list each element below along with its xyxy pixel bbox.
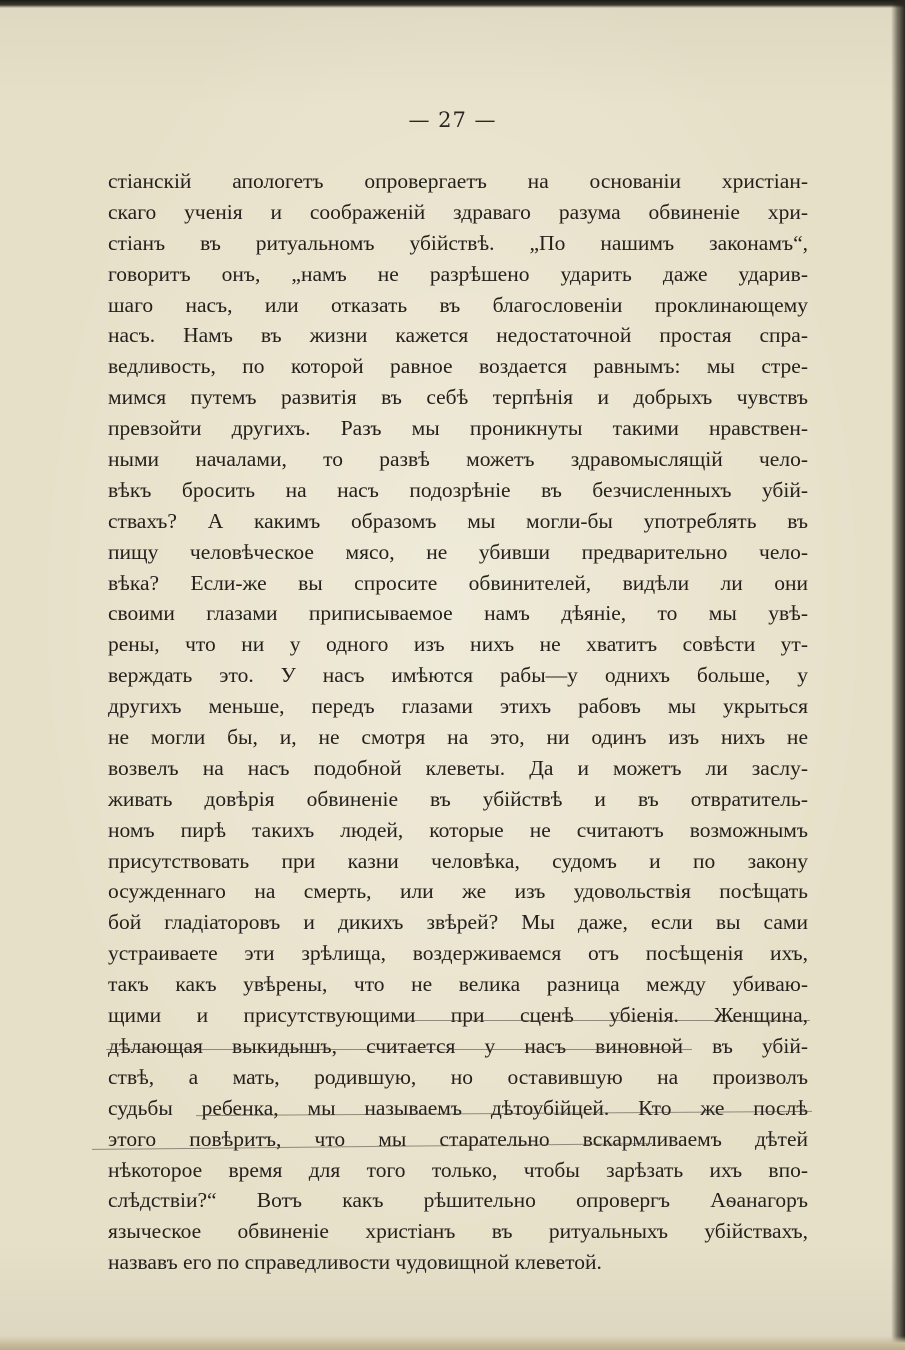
text-line: ведливость, по которой равное воздается равнымъ: мы стре- <box>108 354 808 379</box>
text-line: этого повѣритъ, что мы старательно вскармливаемъ дѣтей <box>108 1126 808 1151</box>
text-line: превзойти другихъ. Разъ мы проникнуты такими нравствен- <box>108 416 808 441</box>
text-line: ствахъ? А какимъ образомъ мы могли-бы употреблять въ <box>108 508 808 533</box>
text-line: рены, что ни у одного изъ нихъ не хватитъ совѣсти ут- <box>108 632 808 657</box>
text-line: ными началами, то развѣ можетъ здравомыслящій чело- <box>108 447 808 472</box>
text-line: языческое обвиненіе христіанъ въ ритуальныхъ убійствахъ, <box>108 1219 808 1244</box>
page-number: — 27 — <box>408 108 497 132</box>
page-top-edge-shadow <box>0 0 905 8</box>
text-line: скаго ученія и соображеній здраваго разума обвиненіе хри- <box>108 199 808 224</box>
text-line: бой гладіаторовъ и дикихъ звѣрей? Мы даже, если вы сами <box>108 910 808 935</box>
page-bottom-edge <box>0 1336 905 1350</box>
text-line: другихъ меньше, передъ глазами этихъ рабовъ мы укрыться <box>108 694 808 719</box>
text-line: присутствовать при казни человѣка, судомъ и по закону <box>108 848 808 873</box>
text-line: щими и присутствующими при сценѣ убіенія. Женщина, <box>108 1003 808 1028</box>
text-line: живать довѣрія обвиненіе въ убійствѣ и въ отвратитель- <box>108 786 808 811</box>
text-line: не могли бы, и, не смотря на это, ни одинъ изъ нихъ не <box>108 725 808 750</box>
text-line: говоритъ онъ, „намъ не разрѣшено ударить даже ударив- <box>108 261 808 286</box>
text-line: насъ. Намъ въ жизни кажется недостаточной простая спра- <box>108 323 808 348</box>
text-line: возвелъ на насъ подобной клеветы. Да и можетъ ли заслу- <box>108 755 808 780</box>
text-line: устраиваете эти зрѣлища, воздерживаемся отъ посѣщенія ихъ, <box>108 941 808 966</box>
text-line: дѣлающая выкидышъ, считается у насъ виновной въ убій- <box>108 1033 808 1058</box>
text-line: своими глазами приписываемое намъ дѣяніе, то мы увѣ- <box>108 601 808 626</box>
text-line: мимся путемъ развитія въ себѣ терпѣнія и добрыхъ чувствъ <box>108 385 808 410</box>
text-line: стіанскій апологетъ опровергаетъ на основаніи христіан- <box>108 169 808 193</box>
text-line: ствѣ, а мать, родившую, но оставившую на произволъ <box>108 1064 808 1089</box>
text-line: осужденнаго на смерть, или же изъ удовольствія посѣщать <box>108 879 808 904</box>
pencil-underline <box>402 1020 810 1021</box>
text-line: слѣдствіи?“ Вотъ какъ рѣшительно опровергъ Аѳанагоръ <box>108 1188 808 1213</box>
text-line: шаго насъ, или отказать въ благословеніи проклинающему <box>108 292 808 317</box>
page-right-edge-shadow <box>891 0 905 1350</box>
text-line: номъ пирѣ такихъ людей, которые не считаютъ возможнымъ <box>108 817 808 842</box>
text-line: назвавъ его по справедливости чудовищной клеветой. <box>108 1250 602 1275</box>
text-line: такъ какъ увѣрены, что не велика разница между убиваю- <box>108 972 808 997</box>
text-line: судьбы ребенка, мы называемъ дѣтоубійцей. Кто же послѣ <box>108 1095 808 1120</box>
text-line: верждать это. У насъ имѣются рабы—у однихъ больше, у <box>108 663 808 688</box>
text-line: пищу человѣческое мясо, не убивши предварительно чело- <box>108 539 808 564</box>
text-line: стіанъ въ ритуальномъ убійствѣ. „По нашимъ законамъ“, <box>108 230 808 255</box>
text-line: нѣкоторое время для того только, чтобы зарѣзать ихъ впо- <box>108 1157 808 1182</box>
text-line: вѣкъ бросить на насъ подозрѣніе въ безчисленныхъ убій- <box>108 477 808 502</box>
pencil-underline <box>106 1049 692 1050</box>
text-line: вѣка? Если-же вы спросите обвинителей, видѣли ли они <box>108 570 808 595</box>
